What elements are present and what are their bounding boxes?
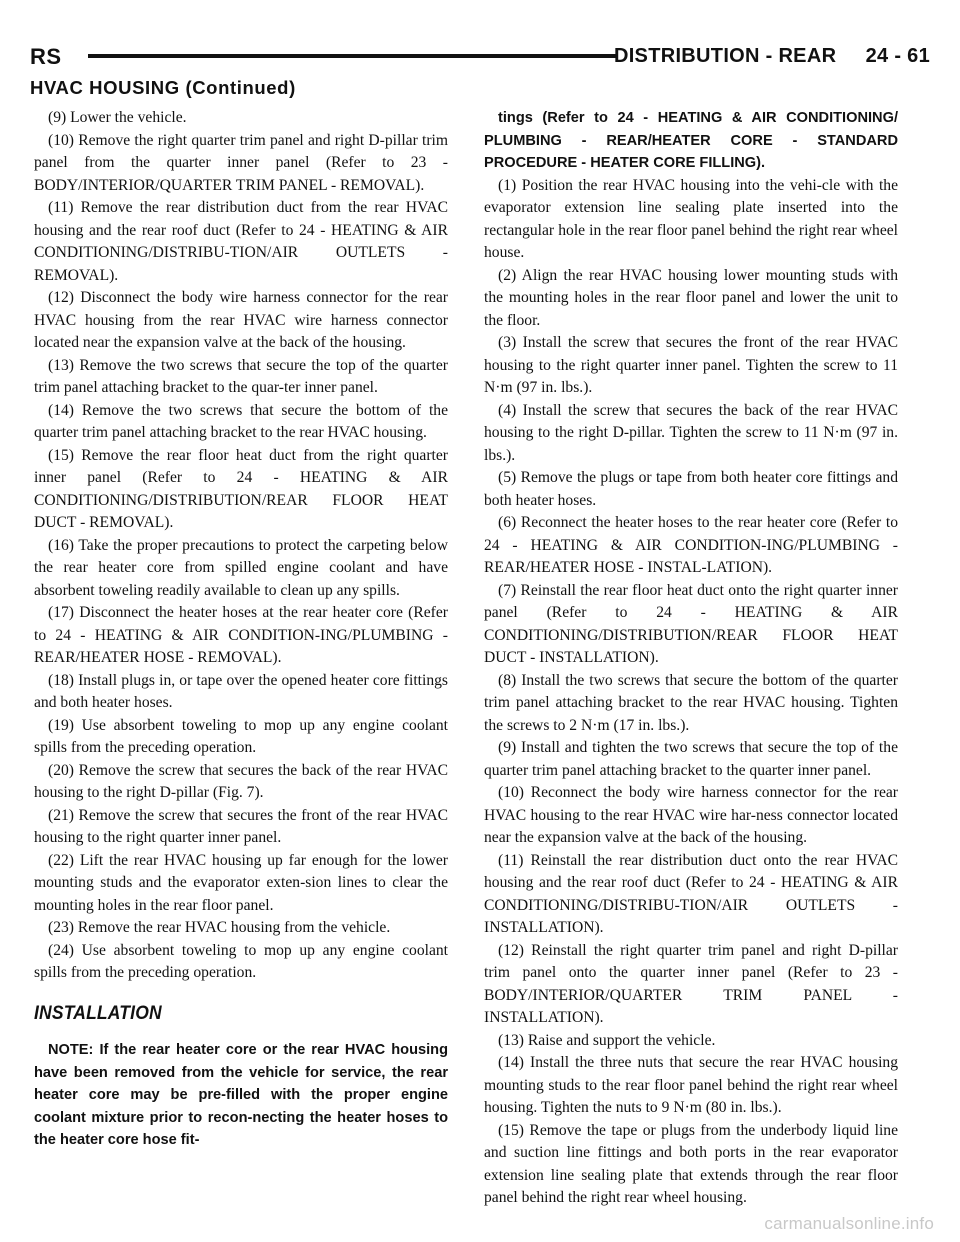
step-paragraph: (9) Lower the vehicle. xyxy=(48,109,187,126)
header-rule xyxy=(88,54,618,58)
step-paragraph: (11) Reinstall the rear distribution duct onto the rear HVAC housing and the rear roof duct (Refer to 24 - HEATING & AIR CONDITIONING/DISTRIBU-TION/AIR OUTLETS - INSTALLATION). xyxy=(484,851,898,936)
step-paragraph: (24) Use absorbent toweling to mop up any engine coolant spills from the preceding operation. xyxy=(34,941,448,981)
step-paragraph: (12) Disconnect the body wire harness connector for the rear HVAC housing from the rear HVAC wire harness connector located near the expansion valve at the back of the housing. xyxy=(34,289,448,351)
step-paragraph: (9) Install and tighten the two screws that secure the top of the quarter trim panel attaching bracket to the quarter inner panel. xyxy=(484,739,898,779)
step-paragraph: (18) Install plugs in, or tape over the opened heater core fittings and both heater hoses. xyxy=(34,671,448,711)
step-paragraph: (10) Reconnect the body wire harness connector for the rear HVAC housing to the rear HVAC wire har-ness connector located near the expansion valve at the back of the housing. xyxy=(484,784,898,846)
step-paragraph: (21) Remove the screw that secures the front of the rear HVAC housing to the right quarter inner panel. xyxy=(34,806,448,846)
page-header xyxy=(30,44,930,76)
installation-heading: INSTALLATION xyxy=(34,1002,162,1024)
step-paragraph: (14) Remove the two screws that secure the bottom of the quarter trim panel attaching bracket to the rear HVAC housing. xyxy=(34,401,448,441)
step-paragraph: (22) Lift the rear HVAC housing up far enough for the lower mounting studs and the evaporator exten-sion lines to clear the mounting holes in the rear floor panel. xyxy=(34,851,448,914)
page-number: 24 - 61 xyxy=(865,45,930,67)
step-paragraph: (11) Remove the rear distribution duct from the rear HVAC housing and the rear roof duct (Refer to 24 - HEATING & AIR CONDITIONING/DISTRIBU-TION/AIR OUTLETS - REMOVAL). xyxy=(34,199,448,284)
watermark-link[interactable]: carmanualsonline.info xyxy=(764,1214,934,1233)
step-paragraph: (3) Install the screw that secures the front of the rear HVAC housing to the right quarter inner panel. Tighten the screw to 11 N·m (97 in. lbs.). xyxy=(484,334,898,396)
step-paragraph: (23) Remove the rear HVAC housing from the vehicle. xyxy=(48,919,391,936)
section-continued-title: HVAC HOUSING (Continued) xyxy=(30,77,296,98)
step-paragraph: (2) Align the rear HVAC housing lower mounting studs with the mounting holes in the rear floor panel and lower the unit to the floor. xyxy=(484,266,898,329)
step-paragraph: (13) Raise and support the vehicle. xyxy=(498,1031,716,1049)
header-title-group xyxy=(614,45,930,68)
step-paragraph: (5) Remove the plugs or tape from both heater core fittings and both heater hoses. xyxy=(484,469,898,509)
step-paragraph: (15) Remove the rear floor heat duct from the right quarter inner panel (Refer to 24 - HEATING & AIR CONDITIONING/DISTRIBUTION/REAR FLOOR HEAT DUCT - REMOVAL). xyxy=(34,446,448,531)
installation-note: NOTE: If the rear heater core or the rear HVAC housing have been removed from the vehicle for service, the rear heater core may be pre-filled with the proper engine coolant mixture prior to recon-necting the heater hoses to the heater core hose fit- xyxy=(34,1042,448,1148)
step-paragraph: (19) Use absorbent toweling to mop up any engine coolant spills from the preceding operation. xyxy=(34,716,448,756)
right-column xyxy=(484,107,898,1210)
step-paragraph: (8) Install the two screws that secure the bottom of the quarter trim panel attaching bracket to the rear HVAC housing. Tighten the screws to 2 N·m (17 in. lbs.). xyxy=(484,671,898,734)
step-paragraph: (13) Remove the two screws that secure the top of the quarter trim panel attaching bracket to the quar-ter inner panel. xyxy=(34,356,448,396)
step-paragraph: (12) Reinstall the right quarter trim panel and right D-pillar trim panel onto the quarter inner panel (Refer to 23 - BODY/INTERIOR/QUARTER TRIM PANEL - INSTALLATION). xyxy=(484,941,898,1026)
step-paragraph: (1) Position the rear HVAC housing into the vehi-cle with the evaporator extension line sealing plate inserted into the rectangular hole in the rear floor panel behind the right rear wheel house. xyxy=(484,176,898,261)
step-paragraph: (17) Disconnect the heater hoses at the rear heater core (Refer to 24 - HEATING & AIR CONDITION-ING/PLUMBING - REAR/HEATER HOSE - REMOVAL). xyxy=(34,604,448,666)
step-paragraph: (6) Reconnect the heater hoses to the rear heater core (Refer to 24 - HEATING & AIR CONDITION-ING/PLUMBING - REAR/HEATER HOSE - INSTAL-LATION). xyxy=(484,514,898,576)
installation-note-continued: tings (Refer to 24 - HEATING & AIR CONDITIONING/ PLUMBING - REAR/HEATER CORE - STANDARD PROCEDURE - HEATER CORE FILLING). xyxy=(484,110,898,171)
step-paragraph: (20) Remove the screw that secures the back of the rear HVAC housing to the right D-pillar (Fig. 7). xyxy=(34,761,448,801)
step-paragraph: (15) Remove the tape or plugs from the underbody liquid line and suction line fittings and both ports in the rear evaporator extension line sealing plate that extends through the rear floor panel behind the right rear wheel housing. xyxy=(484,1121,898,1206)
step-paragraph: (4) Install the screw that secures the back of the rear HVAC housing to the right D-pillar. Tighten the screw to 11 N·m (97 in. lbs.). xyxy=(484,401,898,464)
step-paragraph: (16) Take the proper precautions to protect the carpeting below the rear heater core from spilled engine coolant and have absorbent toweling readily available to clean up any spills. xyxy=(34,536,448,599)
step-paragraph: (14) Install the three nuts that secure the rear HVAC housing mounting studs to the rear floor panel behind the right rear wheel housing. Tighten the nuts to 9 N·m (80 in. lbs.). xyxy=(484,1054,898,1116)
step-paragraph: (7) Reinstall the rear floor heat duct onto the right quarter inner panel (Refer to 24 - HEATING & AIR CONDITIONING/DISTRIBUTION/REAR FLOOR HEAT DUCT - INSTALLATION). xyxy=(484,581,898,666)
left-column xyxy=(34,107,448,1152)
step-paragraph: (10) Remove the right quarter trim panel and right D-pillar trim panel from the quarter inner panel (Refer to 23 - BODY/INTERIOR/QUARTER TRIM PANEL - REMOVAL). xyxy=(34,131,448,194)
manual-code: RS xyxy=(30,44,62,69)
header-title: DISTRIBUTION - REAR xyxy=(613,45,837,67)
